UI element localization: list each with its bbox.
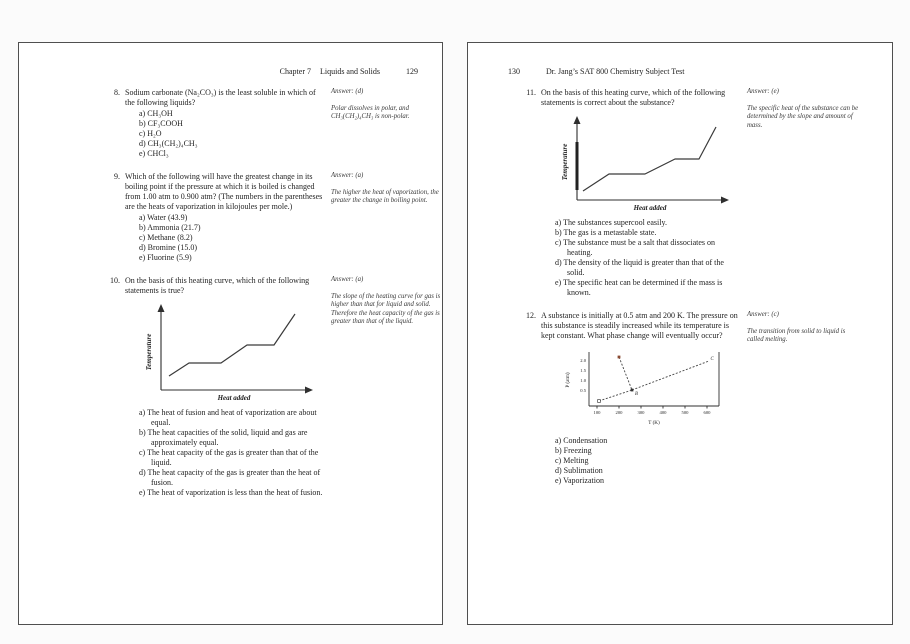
question-8 [107,88,442,159]
heating-curve-figure [553,112,739,215]
option-a: a) The heat of fusion and heat of vaporization are about equal. [139,408,317,427]
y-tick-label: 1.5 [580,368,586,373]
question-text: Which of the following will have the greatest change in its boiling point if the pressure at which it is boiled is changed from 1.00 atm to 0.900 atm? (The numbers in the parentheses are the heats of vaporization in kilojoules per mole.) [125,172,323,211]
answer-label: Answer: (e) [747,88,779,95]
answer-options [541,436,739,486]
page-number: 130 [508,67,520,76]
x-tick-label: 100 [593,410,601,415]
answer-options [125,408,323,498]
option-d: d) Sublimation [555,466,603,475]
x-axis-arrow-icon [305,387,313,394]
question-11 [523,88,892,298]
option-b: b) The gas is a metastable state. [555,228,657,237]
option-e: e) The heat of vaporization is less than the heat of fusion. [139,488,323,497]
page-number: 129 [406,67,418,76]
chapter-label: Chapter 7 [279,67,311,76]
answer-label: Answer: (a) [331,276,364,283]
point-marker-fusion-top [618,356,621,359]
question-body [541,311,739,486]
book-title: Dr. Jang’s SAT 800 Chemistry Subject Test [546,67,685,76]
option-d: d) Bromine (15.0) [139,243,197,252]
question-number: 12. [526,311,536,320]
option-d: d) CH₃(CH₂)₄CH₃ [139,139,198,148]
answer-options [125,109,323,159]
heating-curve-line [583,127,716,191]
question-text: On the basis of this heating curve, which of the following statements is correct about the substance? [541,88,726,107]
margin-note [747,88,863,130]
y-axis-label: Temperature [145,333,153,371]
x-axis-label: Heat added [633,204,667,212]
answer-explanation: The transition from solid to liquid is called melting. [747,327,846,343]
heating-curve-chart [553,112,735,212]
page-header [468,43,892,77]
question-body [125,88,323,159]
answer-options [541,218,739,298]
option-b: b) CF₃COOH [139,119,183,128]
question-body [125,276,323,498]
question-12 [523,311,892,486]
margin-note [331,172,447,206]
option-c: c) The heat capacity of the gas is greater than that of the liquid. [139,448,319,467]
y-axis-label: P (atm) [565,372,571,388]
point-marker-triple [631,389,634,392]
option-d: d) The heat capacity of the gas is greater than the heat of fusion. [139,468,321,487]
option-a: a) Condensation [555,436,608,445]
answer-explanation: The higher the heat of vaporization, the greater the change in boiling point. [331,188,439,204]
y-axis-label: Temperature [561,143,569,181]
x-tick-label: 500 [681,410,689,415]
question-text: Sodium carbonate (Na₂CO₃) is the least soluble in which of the following liquids? [125,88,316,107]
book-page-left [18,42,443,625]
question-body [541,88,739,298]
option-e: e) Vaporization [555,476,604,485]
book-page-right [467,42,893,625]
option-b: b) The heat capacities of the solid, liquid and gas are approximately equal. [139,428,308,447]
question-number: 8. [114,88,120,97]
option-a: a) The substances supercool easily. [555,218,667,227]
heating-curve-chart [137,300,319,402]
y-tick-label: 1.0 [580,378,586,383]
option-a: a) CH₃OH [139,109,173,118]
questions-column [19,77,442,498]
option-e: e) CHCl₃ [139,149,169,158]
point-marker-start [598,400,601,403]
option-b: b) Freezing [555,446,592,455]
x-tick-label: 200 [615,410,623,415]
x-axis-label: Heat added [217,394,251,402]
point-label-c: C [710,357,714,362]
questions-column [468,77,892,486]
question-9 [107,172,442,263]
sublimation-line [599,390,632,401]
answer-options [125,213,323,263]
margin-note [747,311,863,345]
question-10 [107,276,442,498]
answer-explanation: Polar dissolves in polar, and CH₃(CH₂)₄CH₃ is non-polar. [331,104,410,120]
heating-curve-line [169,314,295,376]
option-c: c) The substance must be a salt that dissociates on heating. [555,238,716,257]
x-axis-label: T (K) [648,420,660,426]
question-number: 11. [526,88,536,97]
answer-label: Answer: (c) [747,311,779,318]
section-title: Liquids and Solids [319,67,380,76]
option-c: c) Methane (8.2) [139,233,193,242]
x-tick-label: 600 [703,410,711,415]
question-text: A substance is initially at 0.5 atm and 200 K. The pressure on this substance is steadily increased while its temperature is kept constant. What phase change will eventually occur? [541,311,738,340]
y-tick-label: 0.5 [580,388,586,393]
phase-diagram-figure [559,344,739,433]
question-text: On the basis of this heating curve, which of the following statements is true? [125,276,310,295]
point-label-b: B [635,392,638,397]
question-number: 10. [110,276,120,285]
answer-explanation: The slope of the heating curve for gas is higher than that for liquid and solid. Therefore the heat capacity of the gas is greater than that of the liquid. [331,292,441,325]
question-body [125,172,323,263]
phase-diagram-chart [559,344,734,430]
heating-curve-figure [137,300,323,405]
margin-note [331,276,447,327]
fusion-line [619,357,632,390]
answer-label: Answer: (d) [331,88,364,95]
question-number: 9. [114,172,120,181]
option-e: e) The specific heat can be determined if the mass is known. [555,278,723,297]
x-axis-arrow-icon [721,197,729,204]
option-c: c) Melting [555,456,589,465]
option-b: b) Ammonia (21.7) [139,223,201,232]
answer-explanation: The specific heat of the substance can be determined by the slope and amount of mass. [747,104,859,129]
vaporization-line [632,361,709,390]
option-e: e) Fluorine (5.9) [139,253,192,262]
x-tick-label: 300 [637,410,645,415]
option-d: d) The density of the liquid is greater than that of the solid. [555,258,724,277]
margin-note [331,88,447,122]
option-c: c) H₂O [139,129,162,138]
y-tick-label: 2.0 [580,358,586,363]
option-a: a) Water (43.9) [139,213,188,222]
answer-label: Answer: (a) [331,172,364,179]
page-header [19,43,442,77]
x-tick-label: 400 [659,410,667,415]
y-axis-arrow-icon [158,304,165,312]
y-axis-arrow-icon [574,116,581,124]
